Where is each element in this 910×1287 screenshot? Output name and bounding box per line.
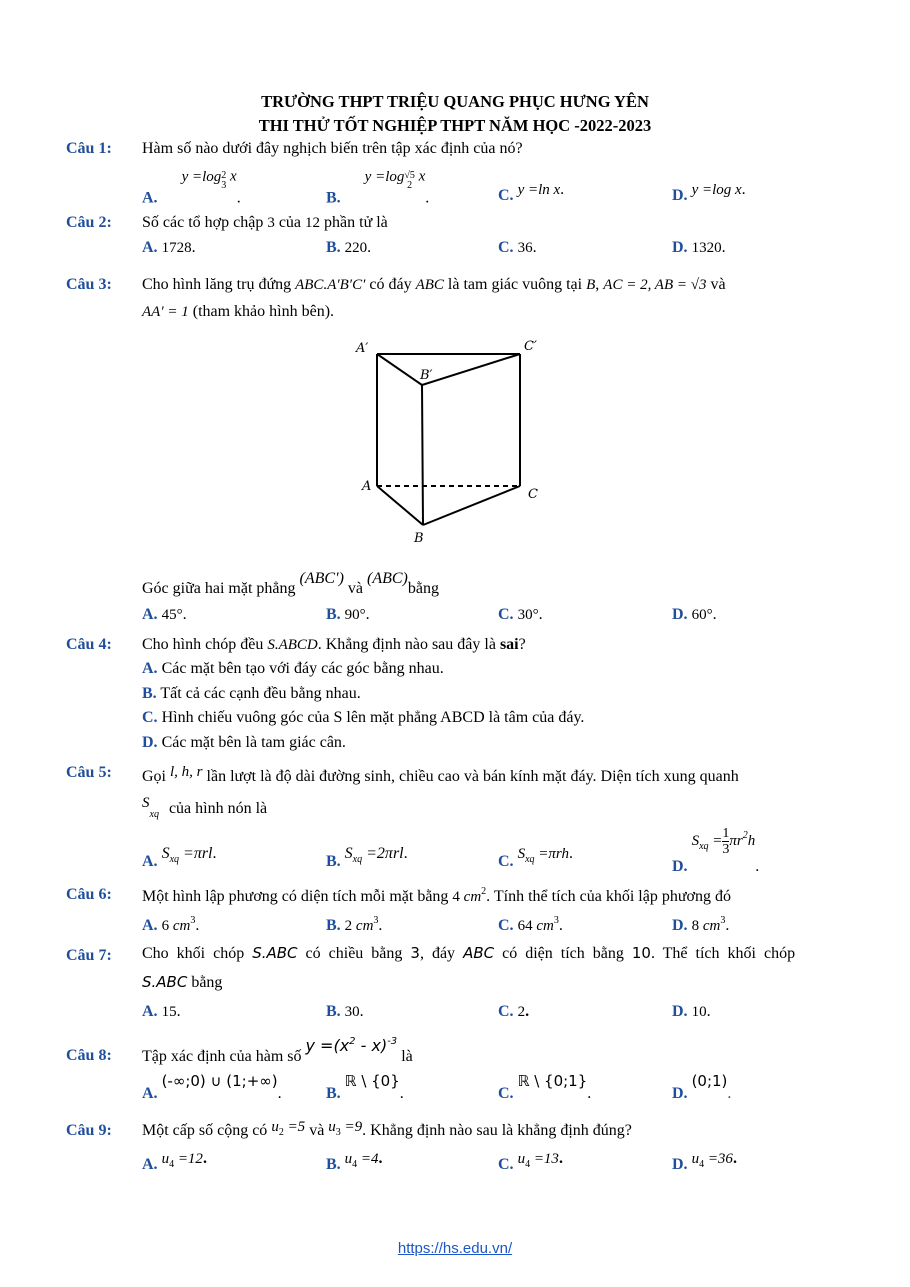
q2-option-b: B. 220. bbox=[326, 239, 372, 256]
school-name: TRƯỜNG THPT TRIỆU QUANG PHỤC HƯNG YÊN bbox=[261, 92, 649, 111]
q6-number: Câu 6: bbox=[66, 886, 112, 903]
q9-option-c: C. $u_4 =13$. bbox=[498, 1150, 563, 1173]
q5-text-line2: $S_{xq}$ của hình nón là bbox=[142, 795, 268, 820]
q7-text-line1: Cho khối chóp S.ABC có chiều bằng 3, đáy ABC có diện tích bằng 10. Thể tích khối chóp bbox=[142, 944, 796, 962]
q7-number: Câu 7: bbox=[66, 947, 112, 964]
q9-option-d: D. $u_4 =36$. bbox=[672, 1150, 737, 1173]
q5-option-b: B. $S_{xq} =2\pi rl$. bbox=[326, 845, 408, 870]
q3-option-a: A. 45°. bbox=[142, 606, 187, 623]
q9-number: Câu 9: bbox=[66, 1122, 112, 1139]
q8-option-b: B. ℝ \ {0}. bbox=[326, 1072, 404, 1102]
q4-option-d: D. Các mặt bên là tam giác cân. bbox=[142, 734, 346, 751]
q8-text: Tập xác định của hàm số $y =(x^2 - x)^{-3}$ là bbox=[142, 1036, 413, 1065]
q6-option-b: B. 2 $cm^3$. bbox=[326, 915, 383, 934]
q2-text: Số các tổ hợp chập 3 của 12 phần tử là bbox=[142, 214, 388, 231]
q9-option-b: B. $u_4 =4$. bbox=[326, 1150, 383, 1173]
q4-text: Cho hình chóp đều S.ABCD. Khẳng định nào sau đây là sai? bbox=[142, 636, 526, 653]
q4-option-a: A. Các mặt bên tạo với đáy các góc bằng nhau. bbox=[142, 660, 444, 677]
q8-option-d: D. (0;1). bbox=[672, 1072, 732, 1102]
q2-option-d: D. 1320. bbox=[672, 239, 726, 256]
label-c: C bbox=[528, 487, 538, 502]
q8-option-c: C. ℝ \ {0;1}. bbox=[498, 1072, 592, 1102]
q1-option-b: B. y =log √5 2 x. bbox=[326, 168, 430, 207]
q4-option-b: B. Tất cả các cạnh đều bằng nhau. bbox=[142, 685, 361, 702]
q1-option-d: D. y =log x. bbox=[672, 181, 746, 204]
q8-option-a: A. (-∞;0) ∪ (1;+∞). bbox=[142, 1072, 282, 1102]
label-a: A bbox=[362, 479, 372, 494]
q2-number: Câu 2: bbox=[66, 214, 112, 231]
label-c1: C′ bbox=[524, 339, 537, 354]
q2-option-a: A. 1728. bbox=[142, 239, 196, 256]
q6-option-a: A. 6 $cm^3$. bbox=[142, 915, 200, 934]
q3-text-line1: Cho hình lăng trụ đứng ABC.A′B′C′ có đáy ABC là tam giác vuông tại B, AC = 2, AB = √3 và bbox=[142, 276, 726, 293]
q9-text: Một cấp số cộng có $u_2 =5$ và $u_3 =9$. Khẳng định nào sau là khẳng định đúng? bbox=[142, 1119, 632, 1139]
q3-text-line2: AA′ = 1 (tham khảo hình bên). bbox=[142, 303, 335, 320]
footer-link[interactable]: https://hs.edu.vn/ bbox=[397, 1240, 513, 1257]
q3-option-d: D. 60°. bbox=[672, 606, 717, 623]
q1-number: Câu 1: bbox=[66, 140, 112, 157]
q6-option-c: C. 64 $cm^3$. bbox=[498, 915, 563, 934]
prism-figure bbox=[350, 332, 550, 547]
q5-number: Câu 5: bbox=[66, 764, 112, 781]
q5-option-d: D. $S_{xq}$ = $\frac{1}{3}$ $\pi r^2h$. bbox=[672, 826, 760, 876]
q5-option-a: A. $S_{xq} =\pi rl$. bbox=[142, 845, 217, 870]
edge-bb1 bbox=[422, 385, 423, 525]
q6-option-d: D. 8 $cm^3$. bbox=[672, 915, 730, 934]
q5-option-c: C. $S_{xq} =\pi rh$. bbox=[498, 845, 573, 870]
edge-ab bbox=[377, 486, 423, 525]
q9-option-a: A. $u_4 =12$. bbox=[142, 1150, 207, 1173]
q3-option-b: B. 90°. bbox=[326, 606, 370, 623]
q7-option-d: D. 10. bbox=[672, 1003, 711, 1020]
q4-number: Câu 4: bbox=[66, 636, 112, 653]
q7-option-b: B. 30. bbox=[326, 1003, 364, 1020]
q5-text-line1: Gọi l, h, r lần lượt là độ dài đường sinh, chiều cao và bán kính mặt đáy. Diện tích xung quanh bbox=[142, 764, 739, 785]
q4-option-c: C. Hình chiếu vuông góc của S lên mặt phẳng ABCD là tâm của đáy. bbox=[142, 709, 585, 726]
q7-option-a: A. 15. bbox=[142, 1003, 181, 1020]
edge-b1c1 bbox=[422, 354, 520, 385]
q8-number: Câu 8: bbox=[66, 1047, 112, 1064]
edge-bc bbox=[423, 486, 520, 525]
edge-a1b1 bbox=[377, 354, 422, 385]
label-b1: B′ bbox=[420, 368, 433, 383]
label-a1: A′ bbox=[356, 341, 369, 356]
q1-text: Hàm số nào dưới đây nghịch biến trên tập xác định của nó? bbox=[142, 140, 523, 157]
q3-question: Góc giữa hai mặt phẳng (ABC′) và (ABC)bằng bbox=[142, 570, 439, 597]
q3-option-c: C. 30°. bbox=[498, 606, 543, 623]
q3-number: Câu 3: bbox=[66, 276, 112, 293]
q2-option-c: C. 36. bbox=[498, 239, 537, 256]
q1-option-a: A. y =log 2 3 x. bbox=[142, 168, 241, 207]
exam-title: THI THỬ TỐT NGHIỆP THPT NĂM HỌC -2022-2023 bbox=[258, 116, 652, 135]
q7-text-line2: S.ABC bằng bbox=[142, 973, 223, 991]
q7-option-c: C. 2. bbox=[498, 1003, 530, 1020]
q6-text: Một hình lập phương có diện tích mỗi mặt bằng 4 $cm^2$. Tính thể tích của khối lập phương đó bbox=[142, 886, 731, 905]
label-b: B bbox=[414, 531, 424, 546]
q1-option-c: C. y =ln x. bbox=[498, 181, 565, 204]
